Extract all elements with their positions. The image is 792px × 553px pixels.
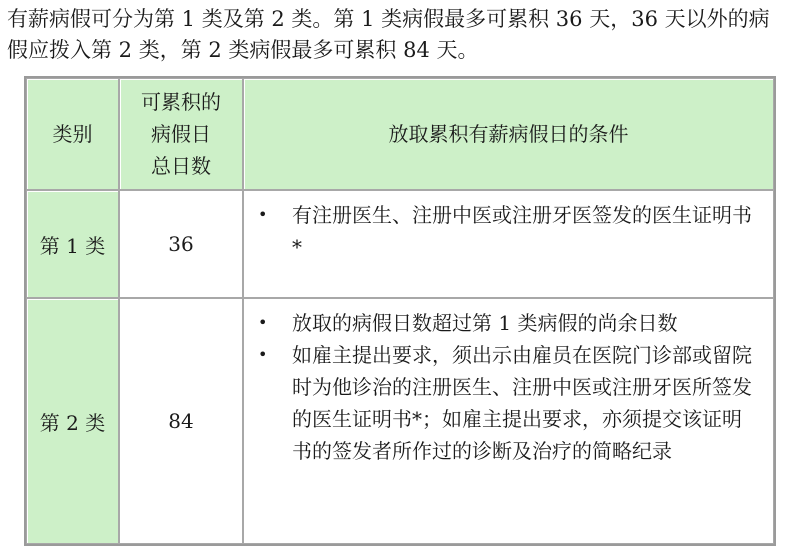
conditions-list [258, 199, 761, 263]
conditions-cell [243, 190, 774, 298]
bullet-icon: • [258, 205, 268, 224]
intro-paragraph: 有薪病假可分为第 1 类及第 2 类。第 1 类病假最多可累积 36 天，36 天以外的病假应拨入第 2 类，第 2 类病假最多可累积 84 天。 [7, 7, 770, 62]
header-conditions: 放取累积有薪病假日的条件 [243, 78, 774, 190]
header-category: 类别 [26, 78, 119, 190]
days-cell: 84 [119, 298, 243, 544]
header-total-days-line2: 病假日 [151, 122, 211, 146]
days-cell: 36 [119, 190, 243, 298]
condition-text: 有注册医生、注册中医或注册牙医签发的医生证明书* [292, 203, 752, 259]
category-cell: 第 2 类 [26, 298, 119, 544]
conditions-cell [243, 298, 774, 544]
header-total-days-line3: 总日数 [151, 154, 211, 178]
category-cell: 第 1 类 [26, 190, 119, 298]
table-row [26, 298, 774, 544]
list-item [258, 199, 761, 263]
conditions-list [258, 307, 761, 467]
header-total-days-line1: 可累积的 [141, 90, 221, 114]
condition-text: 放取的病假日数超过第 1 类病假的尚余日数 [292, 311, 678, 335]
condition-text: 如雇主提出要求，须出示由雇员在医院门诊部或留院时为他诊治的注册医生、注册中医或注册牙医所签发的医生证明书*；如雇主提出要求，亦须提交该证明书的签发者所作过的诊断及治疗的简略纪录 [292, 343, 752, 463]
header-total-days [119, 78, 243, 190]
sick-leave-table [24, 76, 776, 546]
bullet-icon: • [258, 313, 268, 332]
list-item [258, 307, 761, 339]
bullet-icon: • [258, 345, 268, 364]
header-row [26, 78, 774, 190]
list-item [258, 339, 761, 467]
table-row [26, 190, 774, 298]
